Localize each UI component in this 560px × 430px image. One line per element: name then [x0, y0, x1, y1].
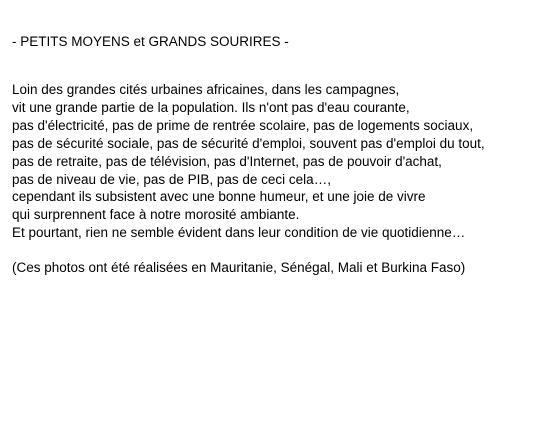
paragraph-line: pas de sécurité sociale, pas de sécurité d'emploi, souvent pas d'emploi du tout, [12, 135, 485, 151]
paragraph-line: pas d'électricité, pas de prime de rentrée scolaire, pas de logements sociaux, [12, 117, 474, 133]
paragraph-line: Loin des grandes cités urbaines africaines, dans les campagnes, [12, 82, 400, 97]
paragraph-line: pas de niveau de vie, pas de PIB, pas de ceci cela…, [12, 171, 331, 187]
paragraph-line: vit une grande partie de la population. Ils n'ont pas d'eau courante, [12, 99, 410, 115]
photo-location-note: (Ces photos ont été réalisées en Mauritanie, Sénégal, Mali et Burkina Faso) [12, 260, 466, 275]
document-title: - PETITS MOYENS et GRANDS SOURIRES - [12, 34, 289, 49]
paragraph-line: cependant ils subsistent avec une bonne humeur, et une joie de vivre [12, 189, 426, 205]
paragraph-line: pas de retraite, pas de télévision, pas d'Internet, pas de pouvoir d'achat, [12, 153, 442, 169]
body-paragraph [12, 81, 485, 242]
paragraph-line: qui surprennent face à notre morosité ambiante. [12, 207, 300, 223]
paragraph-line: Et pourtant, rien ne semble évident dans leur condition de vie quotidienne… [12, 225, 466, 241]
